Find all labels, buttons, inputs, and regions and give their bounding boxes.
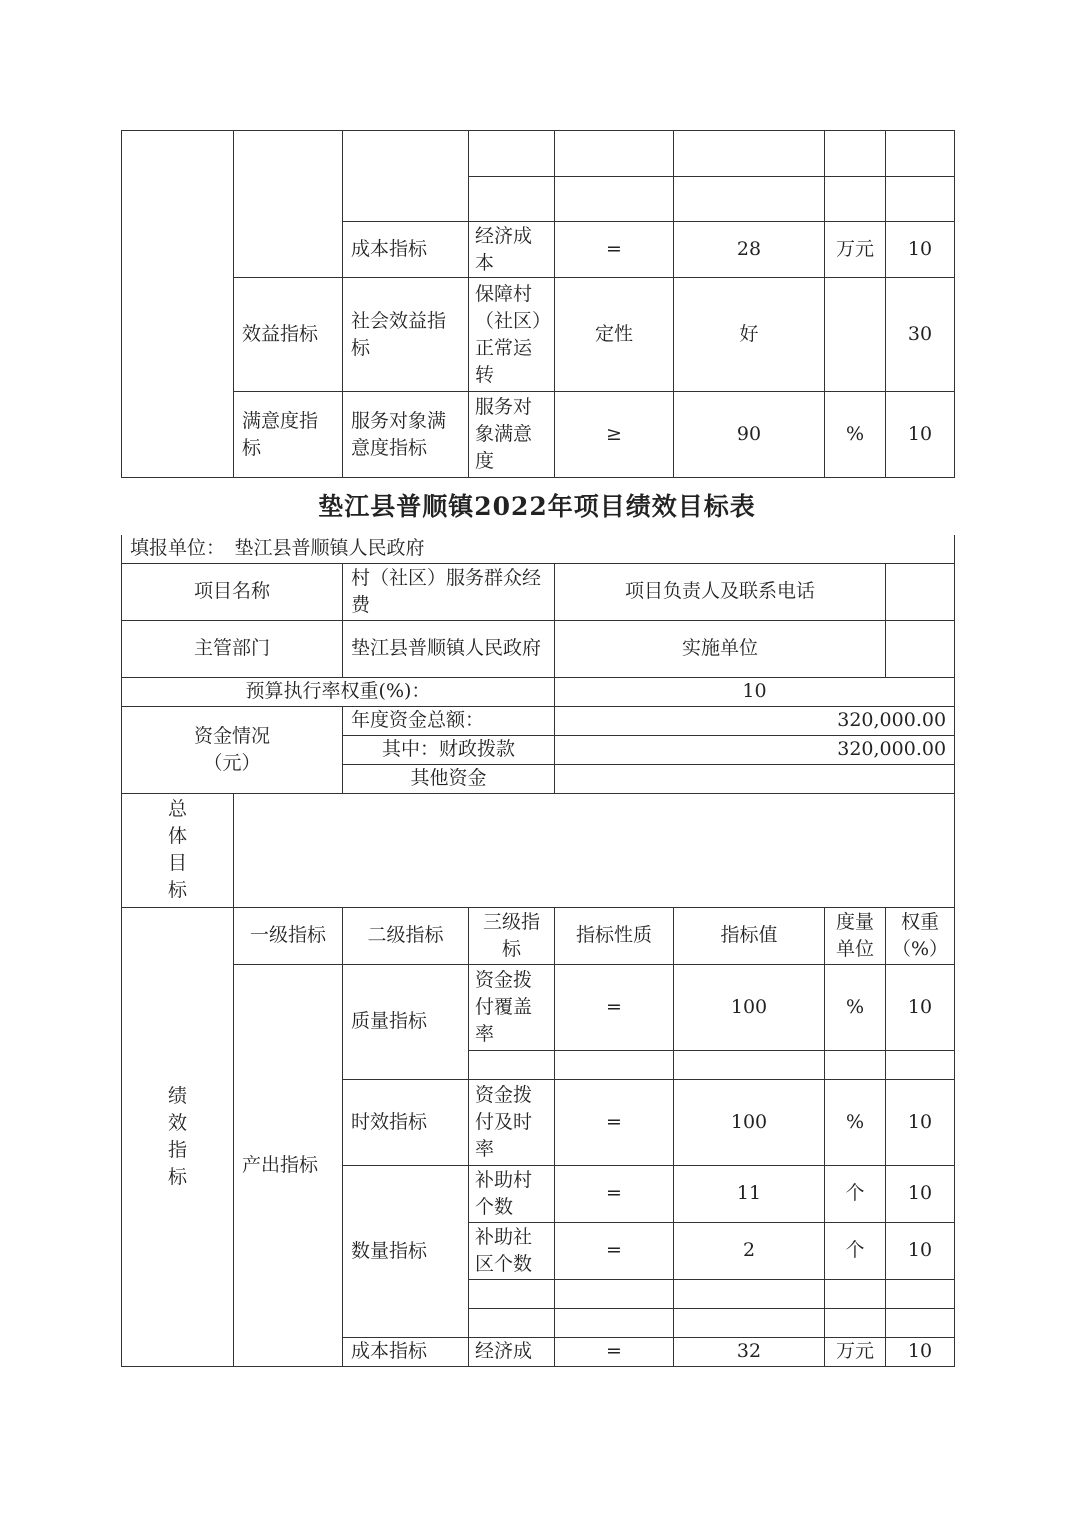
nature-cell: =	[555, 1165, 674, 1222]
level3-cell: 资金拨付覆盖率	[469, 964, 555, 1050]
unit-cell: 个	[825, 1165, 886, 1222]
unit-cell: 万元	[825, 1337, 886, 1366]
header-level2: 二级指标	[343, 907, 469, 964]
level3-cell: 补助村个数	[469, 1165, 555, 1222]
level2-cell: 服务对象满意度指标	[343, 392, 469, 478]
total-label: 年度资金总额：	[343, 706, 555, 735]
performance-target-table	[121, 535, 955, 1367]
table-row	[122, 392, 955, 478]
unit-cell: 万元	[825, 222, 886, 278]
nature-cell: ≥	[555, 392, 674, 478]
other-label: 其他资金	[343, 764, 555, 793]
document-title: 垫江县普顺镇2022年项目绩效目标表	[318, 492, 756, 521]
level1-cell: 满意度指标	[234, 392, 343, 478]
value-cell: 28	[674, 222, 825, 278]
level3-cell: 补助社区个数	[469, 1222, 555, 1279]
value-cell: 90	[674, 392, 825, 478]
level3-cell: 经济成	[469, 1337, 555, 1366]
header-weight: 权重（%）	[886, 907, 955, 964]
value-cell: 32	[674, 1337, 825, 1366]
quality-label: 质量指标	[343, 964, 469, 1079]
budget-rate-value: 10	[555, 677, 955, 706]
unit-cell	[825, 278, 886, 392]
nature-cell: =	[555, 964, 674, 1050]
unit-cell: %	[825, 1079, 886, 1165]
unit-cell: %	[825, 392, 886, 478]
budget-rate-label: 预算执行率权重(%)：	[122, 677, 555, 706]
level1-cell-cont	[234, 131, 343, 278]
continuation-table	[121, 130, 955, 478]
dept-value: 垫江县普顺镇人民政府	[343, 620, 555, 677]
contact-label: 项目负责人及联系电话	[555, 563, 886, 620]
weight-cell: 10	[886, 1079, 955, 1165]
indicator-header-row	[122, 907, 955, 964]
output-label: 产出指标	[234, 964, 343, 1366]
funds-label: 资金情况 （元）	[122, 706, 343, 793]
nature-cell: =	[555, 1222, 674, 1279]
perf-label: 绩 效 指 标	[122, 907, 234, 1366]
weight-cell: 10	[886, 1337, 955, 1366]
weight-cell: 10	[886, 964, 955, 1050]
unit-cell: %	[825, 964, 886, 1050]
value-cell: 100	[674, 1079, 825, 1165]
level3-cell: 资金拨付及时率	[469, 1079, 555, 1165]
perf-label-cell-cont	[122, 131, 234, 478]
header-nature: 指标性质	[555, 907, 674, 964]
weight-cell: 10	[886, 392, 955, 478]
fiscal-value: 320,000.00	[555, 735, 955, 764]
goal-text	[234, 793, 955, 907]
nature-cell: =	[555, 1079, 674, 1165]
unit-cell: 个	[825, 1222, 886, 1279]
header-level3: 三级指标	[469, 907, 555, 964]
header-level1: 一级指标	[234, 907, 343, 964]
table-row	[122, 964, 955, 1050]
value-cell: 11	[674, 1165, 825, 1222]
dept-label: 主管部门	[122, 620, 343, 677]
filing-unit: 填报单位： 垫江县普顺镇人民政府	[122, 535, 955, 563]
header-unit: 度量单位	[825, 907, 886, 964]
project-name: 村（社区）服务群众经费	[343, 563, 555, 620]
nature-cell: =	[555, 222, 674, 278]
project-name-label: 项目名称	[122, 563, 343, 620]
goal-label: 总 体 目 标	[122, 793, 234, 907]
level3-cell: 服务对象满意度	[469, 392, 555, 478]
nature-cell: =	[555, 1337, 674, 1366]
value-cell: 2	[674, 1222, 825, 1279]
contact-value	[886, 563, 955, 620]
total-value: 320,000.00	[555, 706, 955, 735]
header-value: 指标值	[674, 907, 825, 964]
table-row	[122, 278, 955, 392]
weight-cell: 30	[886, 278, 955, 392]
other-value	[555, 764, 955, 793]
level3-cell: 经济成本	[469, 222, 555, 278]
timeliness-label: 时效指标	[343, 1079, 469, 1165]
impl-value	[886, 620, 955, 677]
level2-cell: 成本指标	[343, 222, 469, 278]
impl-label: 实施单位	[555, 620, 886, 677]
value-cell: 好	[674, 278, 825, 392]
quantity-label: 数量指标	[343, 1165, 469, 1337]
level3-cell: 保障村（社区）正常运转	[469, 278, 555, 392]
weight-cell: 10	[886, 222, 955, 278]
weight-cell: 10	[886, 1165, 955, 1222]
value-cell: 100	[674, 964, 825, 1050]
fiscal-label: 其中：财政拨款	[343, 735, 555, 764]
cost-label: 成本指标	[343, 1337, 469, 1366]
weight-cell: 10	[886, 1222, 955, 1279]
level2-cell: 社会效益指标	[343, 278, 469, 392]
level2-cell-cont	[343, 131, 469, 222]
level1-cell: 效益指标	[234, 278, 343, 392]
nature-cell: 定性	[555, 278, 674, 392]
